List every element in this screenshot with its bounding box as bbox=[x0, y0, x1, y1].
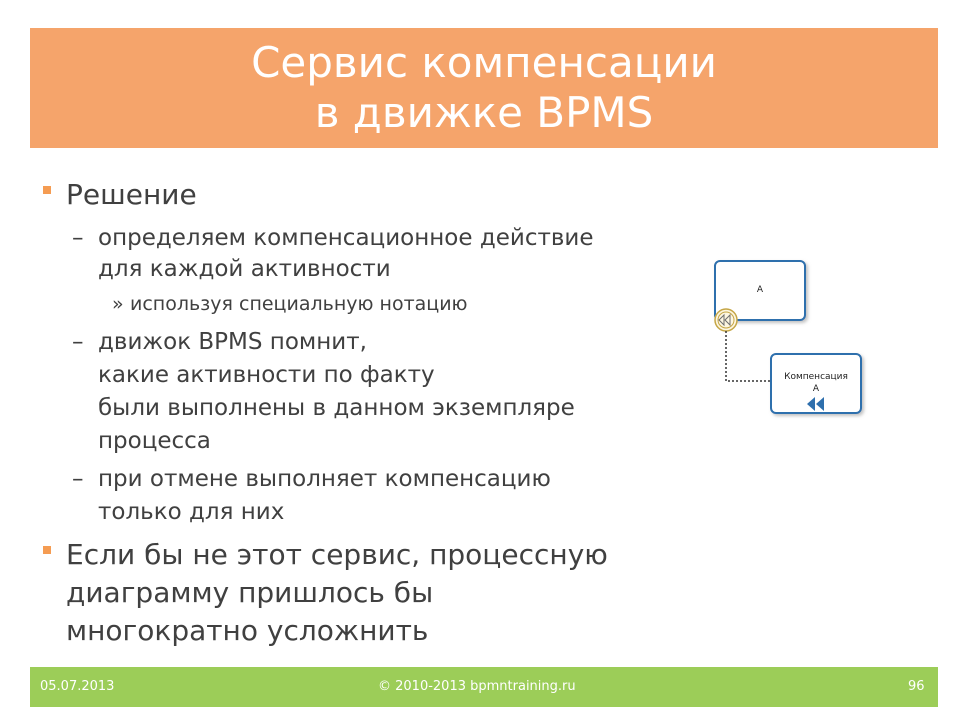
compensation-task-label-1: Компенсация bbox=[784, 372, 848, 382]
compensation-boundary-event bbox=[715, 309, 737, 331]
sub-bullet-define-line-1: определяем компенсационное действие bbox=[98, 225, 594, 251]
dash-marker: – bbox=[72, 329, 84, 355]
footer-page-number: 96 bbox=[908, 679, 925, 694]
slide-title-line-2: в движке BPMS bbox=[314, 88, 654, 137]
dash-marker: – bbox=[72, 466, 84, 492]
sub-bullet-cancel-line-2: только для них bbox=[98, 499, 285, 525]
bullet-square-icon bbox=[43, 186, 51, 194]
sub-bullet-remember-line-3: были выполнены в данном экземпляре bbox=[98, 395, 575, 421]
bullet-square-icon bbox=[43, 546, 51, 554]
bullet-solution: Решение bbox=[66, 178, 197, 211]
sub-bullet-define-line-2: для каждой активности bbox=[98, 256, 391, 282]
subsub-marker: » bbox=[112, 293, 124, 315]
compensation-association bbox=[726, 331, 771, 381]
subsub-bullet-notation: используя специальную нотацию bbox=[130, 293, 468, 315]
sub-bullet-cancel-line-1: при отмене выполняет компенсацию bbox=[98, 466, 551, 492]
task-a-label: A bbox=[756, 285, 764, 295]
sub-bullet-remember-line-1: движок BPMS помнит, bbox=[98, 329, 367, 355]
sub-bullet-remember-line-2: какие активности по факту bbox=[98, 362, 435, 388]
compensation-task bbox=[771, 354, 861, 413]
bullet-without-service-line-1: Если бы не этот сервис, процессную bbox=[66, 538, 608, 571]
sub-bullet-remember-line-4: процесса bbox=[98, 428, 211, 454]
footer-date: 05.07.2013 bbox=[40, 679, 115, 694]
slide-footer bbox=[30, 667, 938, 707]
compensation-task-label-2: A bbox=[812, 384, 820, 394]
dash-marker: – bbox=[72, 225, 84, 251]
slide-title-line-1: Сервис компенсации bbox=[251, 38, 717, 87]
bullet-without-service-line-3: многократно усложнить bbox=[66, 614, 429, 647]
bpmn-compensation-diagram bbox=[700, 250, 880, 430]
bullet-without-service-line-2: диаграмму пришлось бы bbox=[66, 576, 434, 609]
footer-copyright: © 2010-2013 bpmntraining.ru bbox=[378, 679, 576, 694]
